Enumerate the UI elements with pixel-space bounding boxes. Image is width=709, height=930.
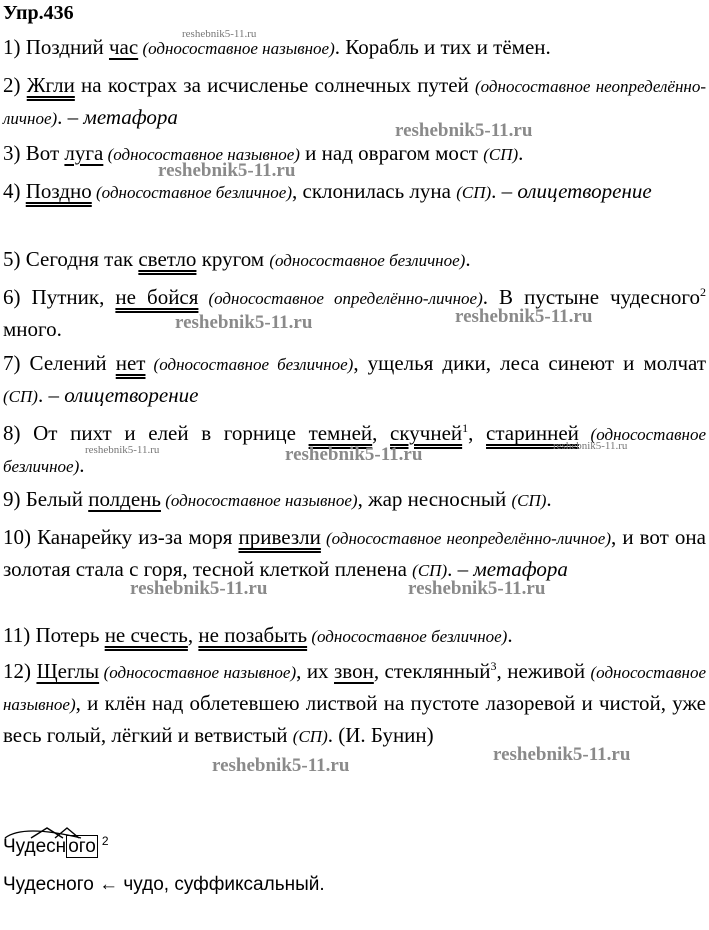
text: .	[546, 487, 552, 511]
text: 4)	[3, 179, 26, 203]
watermark: reshebnik5-11.ru	[455, 306, 593, 327]
text: 8) От пихт и елей в горнице	[3, 421, 309, 445]
watermark: reshebnik5-11.ru	[130, 578, 268, 599]
text: 12)	[3, 659, 37, 683]
watermark: reshebnik5-11.ru	[285, 444, 423, 465]
text: .	[518, 141, 524, 165]
main-member: нет	[115, 351, 146, 375]
main-member: полдень	[88, 487, 161, 511]
text: , ущелья дики, леса синеют и молчат	[353, 351, 706, 375]
word-formation-text: Чудесного ← чудо, суффиксальный.	[3, 874, 325, 895]
comment: (односоставное неопределённо-личное)	[320, 529, 611, 548]
text: на кострах за исчисленье солнечных путей	[74, 73, 475, 97]
comment: (односоставное безличное)	[307, 627, 508, 646]
text: .	[465, 247, 471, 271]
sentence-2	[3, 70, 706, 134]
main-member: час	[108, 35, 139, 59]
main-member: Поздно	[25, 179, 92, 203]
text: 1) Поздний	[3, 35, 109, 59]
text: , и вот она золотая стала с горя, тесной клеткой пленена	[3, 525, 706, 581]
text: много.	[3, 317, 62, 341]
comment: (односоставное назывное)	[138, 39, 335, 58]
word-formation	[3, 874, 325, 896]
comment: (односоставное безличное)	[91, 183, 292, 202]
comment: (односоставное назывное)	[160, 491, 358, 510]
main-member: луга	[64, 141, 104, 165]
main-member: скучней	[390, 421, 463, 445]
suffix-arc	[3, 826, 113, 840]
note: олицетворение	[64, 383, 199, 407]
comment: (односоставное безличное)	[269, 251, 466, 270]
footnote-mark: 1	[462, 421, 469, 435]
main-member: не бойся	[115, 285, 199, 309]
text: ,	[187, 623, 199, 647]
text: , неживой	[496, 659, 591, 683]
watermark: reshebnik5-11.ru	[212, 755, 350, 776]
note: олицетворение	[517, 179, 652, 203]
text: , и клён над облетевшею листвой на пустоте лазоревой и чистой, уже весь голый, лёгкий и ветвистый	[3, 691, 706, 747]
main-member: темней	[308, 421, 373, 445]
footnote-mark: 2	[700, 285, 706, 299]
sentence-5	[3, 244, 706, 276]
morpheme-analysis	[3, 833, 109, 858]
text: 6) Путник,	[3, 285, 116, 309]
text: ,	[372, 421, 391, 445]
text: . В пустыне чудесного	[482, 285, 700, 309]
watermark: reshebnik5-11.ru	[395, 120, 533, 141]
watermark: reshebnik5-11.ru	[553, 440, 628, 452]
comment: (СП)	[511, 491, 547, 510]
footnote-mark: 2	[101, 833, 109, 848]
text: . –	[57, 105, 84, 129]
main-member: Щеглы	[36, 659, 100, 683]
watermark: reshebnik5-11.ru	[85, 444, 160, 456]
comment: (односоставное назывное)	[103, 145, 300, 164]
watermark: reshebnik5-11.ru	[408, 578, 546, 599]
main-member: старинней	[486, 421, 579, 445]
main-member: привезли	[238, 525, 321, 549]
sentence-11	[3, 620, 706, 652]
note: метафора	[83, 105, 178, 129]
comment: (СП)	[3, 387, 38, 406]
watermark: reshebnik5-11.ru	[175, 312, 313, 333]
text: , их	[296, 659, 335, 683]
text: . (И. Бунин)	[327, 723, 434, 747]
sentence-7	[3, 348, 706, 412]
text: 11) Потерь	[3, 623, 105, 647]
text: .	[507, 623, 513, 647]
sentence-10	[3, 522, 706, 586]
main-member: светло	[138, 247, 197, 271]
text: , жар несносный	[357, 487, 512, 511]
sentence-9	[3, 484, 706, 516]
text: 9) Белый	[3, 487, 89, 511]
sentence-6	[3, 282, 706, 344]
word-ending: ого	[68, 836, 96, 857]
sentence-1	[3, 32, 706, 64]
comment: (односоставное неопределённо-личное)	[3, 77, 706, 128]
comment: (СП)	[483, 145, 519, 164]
text: . –	[37, 383, 65, 407]
watermark: reshebnik5-11.ru	[158, 160, 296, 181]
main-member: звон	[334, 659, 374, 683]
word-stem: Чудесн	[3, 836, 67, 857]
comment: (односоставное назывное)	[99, 663, 297, 682]
watermark: reshebnik5-11.ru	[493, 744, 631, 765]
text: , стеклянный	[373, 659, 491, 683]
text: . –	[491, 179, 518, 203]
comment: (СП)	[292, 727, 328, 746]
comment: (односоставное определённо-личное)	[198, 289, 483, 308]
sentence-3	[3, 138, 706, 170]
text: 5) Сегодня так	[3, 247, 139, 271]
note: метафора	[473, 557, 568, 581]
text: . Корабль и тих и тёмен.	[334, 35, 551, 59]
main-member: не счесть	[104, 623, 188, 647]
comment: (односоставное безличное)	[3, 425, 707, 476]
main-member: Жгли	[26, 73, 75, 97]
text: 2)	[3, 73, 27, 97]
text: .	[79, 453, 85, 477]
watermark: reshebnik5-11.ru	[182, 28, 257, 40]
text: кругом	[196, 247, 270, 271]
sentence-4	[3, 176, 706, 208]
text: 10) Канарейку из-за моря	[3, 525, 239, 549]
comment: (СП)	[412, 561, 448, 580]
exercise-title: Упр.436	[3, 2, 74, 24]
comment: (односоставное безличное)	[145, 355, 354, 374]
sentence-12	[3, 656, 706, 752]
comment: (односоставное назывное)	[3, 663, 706, 714]
text: ,	[468, 421, 487, 445]
text: , склонилась луна	[292, 179, 457, 203]
main-member: не позабыть	[198, 623, 308, 647]
text: 3) Вот	[3, 141, 65, 165]
text: 7) Селений	[3, 351, 116, 375]
text: . –	[447, 557, 474, 581]
text: и над оврагом мост	[299, 141, 484, 165]
comment: (СП)	[456, 183, 492, 202]
footnote-mark: 3	[490, 659, 497, 673]
